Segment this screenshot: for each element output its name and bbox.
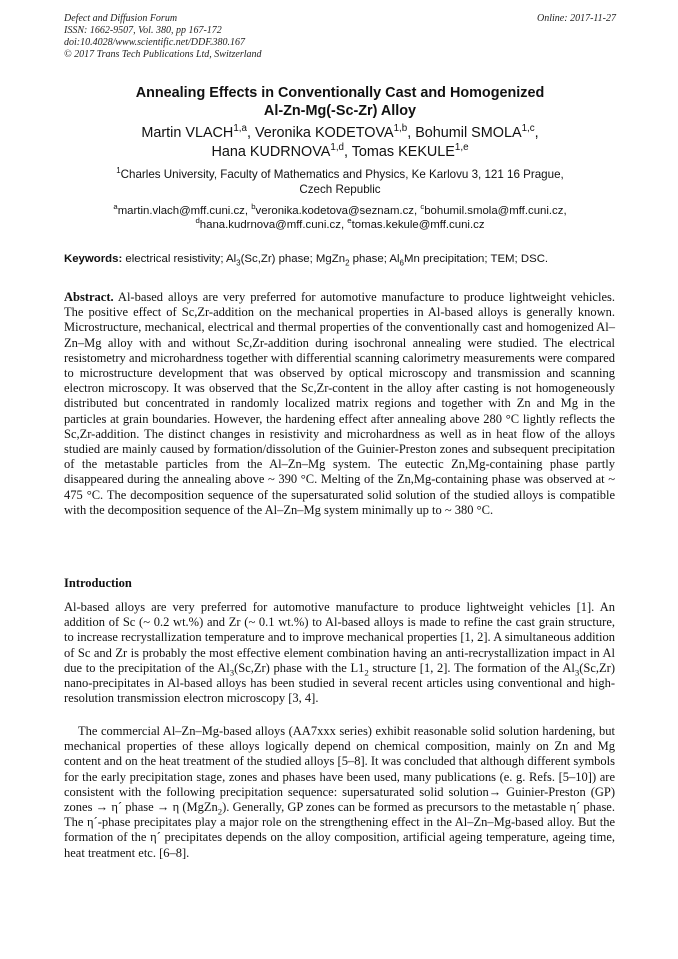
author-sup: 1,a: [233, 123, 247, 135]
affiliation-sup: 1: [116, 166, 121, 176]
author: [211, 144, 351, 160]
author-list: [64, 124, 616, 162]
email-address: veronika.kodetova@seznam.cz: [255, 205, 414, 217]
author-sup: 1,b: [393, 123, 408, 135]
subscript: 2: [217, 806, 223, 817]
keywords-text: phase; Al: [349, 253, 400, 265]
keywords-text: (Sc,Zr) phase; MgZn: [240, 253, 346, 265]
paragraph-text: Al-based alloys are very preferred for automotive manufacture to produce lightweight vehicles [1]. An addition of Sc (~ 0.2 wt.%) and Zr (~ 0.1 wt.%) to Al-based alloys is made to refine the cast grain structure, to increase recrystallization temperature and to improve mechanical properties [1, 2]. A simultaneous addition of Sc and Zr is probably the most effective element combination having an anti-recrystallization impact in Al due to the precipitation of the Al: [64, 600, 615, 675]
author-name: Martin VLACH: [141, 125, 234, 141]
email-address: tomas.kekule@mff.cuni.cz: [351, 219, 485, 231]
keywords: [64, 252, 624, 266]
journal-header: [64, 13, 616, 61]
online-date: Online: 2017-11-27: [537, 13, 616, 24]
author: [415, 125, 538, 141]
email-sup: e: [347, 216, 352, 226]
keywords-text: Mn precipitation; TEM; DSC.: [403, 253, 549, 265]
author: [141, 125, 255, 141]
author-name: Hana KUDRNOVA: [211, 144, 331, 160]
email: [195, 216, 348, 231]
title-line-2: Al-Zn-Mg(-Sc-Zr) Alloy: [263, 103, 417, 119]
intro-paragraph-1: [64, 600, 615, 706]
email-sup: a: [113, 202, 118, 212]
affiliation-line-2: Czech Republic: [299, 183, 381, 196]
author-name: Bohumil SMOLA: [415, 125, 522, 141]
subscript: 3: [574, 667, 580, 678]
keywords-sub: 2: [345, 258, 350, 268]
author-sep: ,: [343, 144, 352, 160]
abstract-label: Abstract.: [64, 290, 114, 304]
author-sup: 1,c: [521, 123, 535, 135]
author-name: Tomas KEKULE: [351, 144, 455, 160]
email: [347, 216, 485, 231]
section-heading-introduction: Introduction: [64, 576, 132, 590]
paragraph-text: ). Generally, GP zones can be formed as precursors to the metastable η´ phase. The η´-phase precipitates play a major role on the strengthening effect in the Al–Zn–Mg-based alloy. But the formation of the η´ precipitates depends on the alloy composition, artificial ageing temperature, ageing time, heat treatment etc. [6–8].: [64, 800, 615, 860]
journal-name: Defect and Diffusion Forum: [64, 13, 178, 24]
email-sep: ,: [340, 219, 348, 231]
email-address: bohumil.smola@mff.cuni.cz: [424, 205, 564, 217]
author-sup: 1,e: [454, 142, 469, 154]
intro-paragraph-2: [64, 724, 615, 861]
email: [251, 202, 421, 217]
email-sup: c: [420, 202, 425, 212]
abstract: [64, 290, 615, 518]
email-sup: b: [251, 202, 256, 212]
doi: doi:10.4028/www.scientific.net/DDF.380.167: [64, 37, 246, 48]
author-sup: 1,d: [330, 142, 344, 154]
email-list: [64, 204, 616, 232]
author-sep: ,: [246, 125, 255, 141]
keywords-sub: 3: [236, 258, 241, 268]
issn: ISSN: 1662-9507, Vol. 380, pp 167-172: [64, 25, 222, 36]
keywords-sub: 6: [399, 258, 404, 268]
affiliation: [64, 167, 616, 197]
author: [255, 125, 415, 141]
abstract-text: Al-based alloys are very preferred for automotive manufacture to produce lightweight vehicles. The positive effect of Sc,Zr-addition on the mechanical properties in Al-based alloys is generally known. Microstructure, mechanical, electrical and thermal properties of the conventionally cast and homogenized Al–Zn–Mg alloy with and without Sc,Zr-addition during isochronal annealing were studied. The electrical resistometry and microhardness together with differential scanning calorimetry measurements were compared to microstructure development that was observed by optical microscopy and transmission and scanning electron microscopy. It was observed that the Sc,Zr-content in the alloy after casting is not homogeneously distributed but concentrated in randomly localized matrix regions and together with Zn and Mg in the particles at grain boundaries. However, the hardening effect after annealing above 280 °C lightly reflects the Sc,Zr-addition. The distinct changes in resistivity and microhardness as well as in heat flow of the alloys studied are mainly caused by formation/dissolution of the Guinier-Preston zones and subsequent precipitation of the metastable particles from the Al–Zn–Mg system. The eutectic Zn,Mg-containing phase partly disappeared during the annealing above ~ 390 °C. Melting of the Zn,Mg-containing phase was observed at ~ 475 °C. The decomposition sequence of the supersaturated solid solution of the studied alloys is compatible with the decomposition sequence of the Al–Zn–Mg system minimally up to ~ 380 °C.: [64, 290, 615, 517]
email-sep: ,: [414, 205, 421, 217]
paragraph-text: (Sc,Zr) nano-precipitates in Al-based alloys has been studied in several recent articles using conventional and high-resolution transmission electron microscopy [3, 4].: [64, 660, 615, 706]
paragraph-text: structure [1, 2]. The formation of the Al: [368, 660, 575, 675]
affiliation-text: Charles University, Faculty of Mathematics and Physics, Ke Karlovu 3, 121 16 Prague,: [120, 168, 564, 181]
author: [352, 144, 469, 160]
author-sep: ,: [534, 125, 539, 141]
paper-title: [64, 84, 616, 120]
email-sep: ,: [244, 205, 252, 217]
email-address: martin.vlach@mff.cuni.cz: [117, 205, 245, 217]
copyright: © 2017 Trans Tech Publications Ltd, Switzerland: [64, 49, 262, 60]
email: [113, 202, 252, 217]
author-name: Veronika KODETOVA: [254, 125, 394, 141]
author-sep: ,: [407, 125, 416, 141]
email: [420, 202, 567, 217]
keywords-text: electrical resistivity; Al: [122, 253, 237, 265]
keywords-label: Keywords:: [64, 253, 123, 265]
title-line-1: Annealing Effects in Conventionally Cast and Homogenized: [135, 85, 545, 101]
subscript: 2: [364, 667, 369, 678]
paragraph-text: The commercial Al–Zn–Mg-based alloys (AA7xxx series) exhibit reasonable solid solution hardening, but mechanical properties of these alloys logically depend on chemical composition, mainly on Zn and Mg content and on the heat treatment of the studied alloys [5–8]. It was concluded that although different symbols for the early precipitation stage, zones and phases have been used, many publications (e. g. Refs. [5–10]) are consistent with the following precipitation sequence: supersaturated solid solution→ Guinier-Preston (GP) zones → η´ phase → η (MgZn: [64, 724, 616, 815]
email-sep: ,: [563, 205, 567, 217]
email-sup: d: [195, 216, 200, 226]
paragraph-text: (Sc,Zr) phase with the L1: [234, 660, 365, 675]
email-address: hana.kudrnova@mff.cuni.cz: [199, 219, 341, 231]
subscript: 3: [229, 667, 235, 678]
